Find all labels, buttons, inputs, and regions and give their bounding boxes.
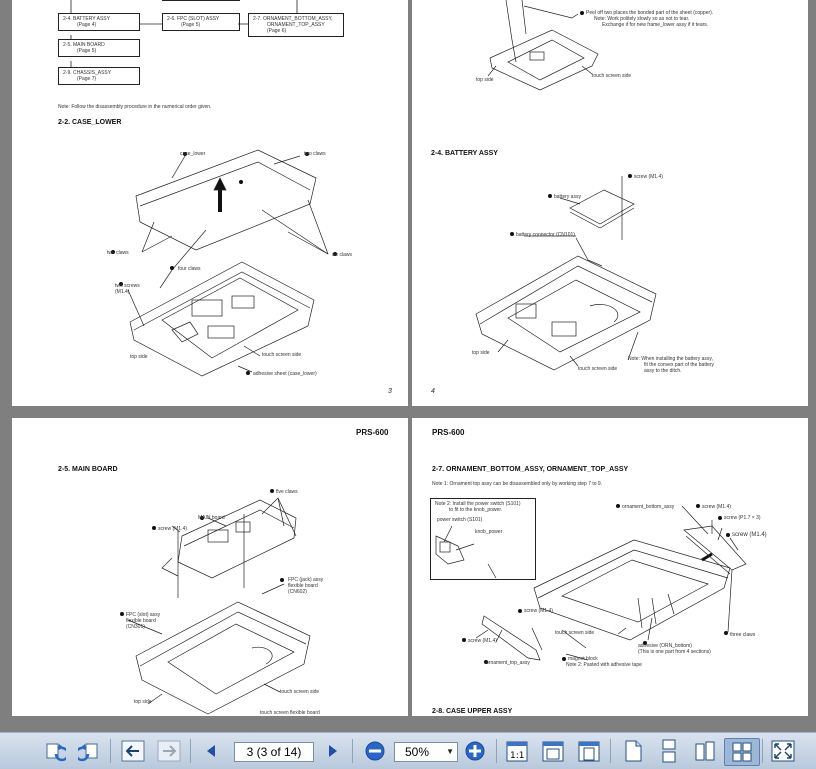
actual-size-button[interactable]	[504, 738, 530, 764]
label-note-2-paste: Note 2: Pasted with adhesive tape	[566, 662, 642, 668]
label-top-side: top side	[130, 354, 148, 360]
flow-box-main-board: 2-5. MAIN BOARD (Page 5)	[58, 39, 140, 57]
toolbar-divider	[610, 739, 611, 763]
document-page-5	[12, 418, 408, 716]
zoom-out-button[interactable]	[362, 738, 388, 764]
facing-icon	[694, 739, 716, 763]
flow-box-ornament: 2-7. ORNAMENT_BOTTOM_ASSY, ORNAMENT_TOP_ASSY (Page 6)	[248, 13, 344, 37]
dropdown-arrow-icon: ▼	[446, 747, 454, 756]
label-adhesive-2: (This is one part from 4 sections)	[638, 649, 711, 655]
continuous-button[interactable]	[656, 738, 682, 764]
label-four-claws: four claws	[178, 266, 201, 272]
page-number: 4	[431, 388, 435, 395]
flow-box-chassis: 2-9. CHASSIS_ASSY (Page 7)	[58, 67, 140, 85]
label-battery-connector: battery connector (CN101)	[516, 232, 575, 238]
label-ornament-top: ornament_top_assy	[486, 660, 530, 666]
peel-note-3: Exchange it for new frame_lower assy if it tears.	[602, 22, 709, 28]
back-arrow-icon	[121, 740, 145, 762]
label-adhesive-sheet: adhesive sheet (case_lower)	[253, 371, 317, 377]
label-fpc-slot-3: (CN301)	[126, 624, 145, 630]
label-fpc-slot: FPC (slot) assy	[126, 612, 161, 618]
label-touch-screen-side-upper: touch screen side	[592, 73, 632, 79]
previous-page-button[interactable]	[202, 738, 220, 764]
document-page-6	[412, 418, 808, 716]
case-lower-drawing	[12, 0, 408, 406]
label-screw-p17: screw (P1.7 × 3)	[724, 515, 761, 521]
label-touch-screen-side: touch screen side	[262, 352, 302, 358]
zoom-in-button[interactable]	[462, 738, 488, 764]
triangle-right-icon	[327, 743, 339, 759]
viewer-toolbar	[0, 732, 816, 769]
toolbar-divider	[496, 739, 497, 763]
rotate-cw-icon	[78, 740, 100, 762]
next-page-button[interactable]	[324, 738, 342, 764]
peel-note-1: Peel off two places the bonded part of the sheet (copper).	[586, 10, 714, 16]
label-two-claws-2: two claws	[107, 250, 129, 256]
label-two-claws-1: two claws	[304, 151, 326, 157]
label-top-side: top side	[134, 699, 152, 705]
label-screw: screw (M1.4)	[158, 526, 187, 532]
label-ornament-bottom: ornament_bottom_assy	[622, 504, 675, 510]
zoom-out-icon	[364, 740, 386, 762]
label-six-claws: six claws	[332, 252, 353, 258]
forward-button[interactable]	[156, 738, 182, 764]
facing-button[interactable]	[692, 738, 718, 764]
label-top-side: top side	[472, 350, 490, 356]
label-screw: screw (M1.4)	[634, 174, 663, 180]
continuous-icon	[658, 739, 680, 763]
label-touch-flex: touch screen flexible board	[260, 710, 320, 716]
label-fpc-jack-3: (CN602)	[288, 589, 307, 595]
svg-text:1:1: 1:1	[510, 751, 525, 761]
label-battery-assy: battery assy	[554, 194, 581, 200]
single-page-button[interactable]	[620, 738, 646, 764]
fit-width-icon	[541, 739, 565, 763]
rotate-ccw-button[interactable]	[42, 738, 68, 764]
label-fpc-jack-2: flexible board	[288, 583, 318, 589]
actual-size-icon	[505, 739, 529, 763]
battery-assy-drawing	[412, 0, 808, 406]
section-heading-2: 2-8. CASE UPPER ASSY	[432, 708, 513, 715]
fit-page-icon	[577, 739, 601, 763]
label-adhesive: adhesive (ORN_bottom)	[638, 643, 692, 649]
section-heading: 2-2. CASE_LOWER	[58, 119, 122, 126]
flow-box-battery: 2-4. BATTERY ASSY (Page 4)	[58, 13, 140, 31]
model-header: PRS-600	[356, 428, 389, 437]
install-note-2: fit the convex part of the battery	[644, 362, 715, 368]
zoom-in-icon	[464, 740, 486, 762]
section-heading: 2-5. MAIN BOARD	[58, 466, 118, 473]
zoom-select[interactable]	[394, 742, 458, 762]
page-number: 3	[388, 388, 392, 395]
label-three-claws: three claws	[730, 632, 756, 638]
back-button[interactable]	[120, 738, 146, 764]
rotate-cw-button[interactable]	[76, 738, 102, 764]
main-board-drawing	[12, 418, 408, 716]
label-screw-4: screw (M1.4)	[468, 638, 497, 644]
page-number-field[interactable]: 3 (3 of 14)	[234, 742, 314, 762]
toolbar-divider	[762, 739, 763, 763]
peel-note-2: Note: Work politely slowly so as not to tear.	[594, 16, 690, 22]
install-note-1: Note: When installing the battery assy,	[628, 356, 713, 362]
fullscreen-button[interactable]	[770, 738, 796, 764]
label-case-lower: case_lower	[180, 151, 206, 157]
section-heading: 2-4. BATTERY ASSY	[431, 150, 498, 157]
label-touch-screen-side: touch screen side	[555, 630, 595, 636]
zoom-value: 50%	[405, 745, 430, 759]
label-touch-screen-side: touch screen side	[578, 366, 618, 372]
model-header: PRS-600	[432, 428, 465, 437]
forward-arrow-icon	[157, 740, 181, 762]
document-page-4	[412, 0, 808, 406]
label-main-board: MAIN board	[198, 515, 225, 521]
label-two-screws: two screws	[115, 283, 140, 289]
fit-page-button[interactable]	[576, 738, 602, 764]
section-heading: 2-7. ORNAMENT_BOTTOM_ASSY, ORNAMENT_TOP_ASSY	[432, 466, 629, 473]
single-page-icon	[622, 739, 644, 763]
toolbar-divider	[352, 739, 353, 763]
install-note-3: assy to the ditch.	[644, 368, 682, 374]
note-1: Note 1: Ornament top assy can be disassembled only by working step 7 to 9.	[432, 481, 603, 487]
grid-pages-icon	[731, 741, 753, 763]
fit-width-button[interactable]	[540, 738, 566, 764]
inset-box: Note 2: Install the power switch (S101) to fit to the knob_power. power switch (S101) knob_power	[430, 498, 536, 580]
label-screw-1: screw (M1.4)	[702, 504, 731, 510]
label-touch-screen-side: touch screen side	[280, 689, 320, 695]
procedure-note: Note: Follow the disassembly procedure in the numerical order given.	[58, 104, 212, 110]
label-top-side-upper: top side	[476, 77, 494, 83]
triangle-left-icon	[205, 743, 217, 759]
toolbar-divider	[190, 739, 191, 763]
flow-box-fpc: 2-6. FPC (SLOT) ASSY (Page 5)	[162, 13, 240, 31]
document-page-3	[12, 0, 408, 406]
label-magnet-block: magnet block	[568, 656, 598, 662]
label-five-claws: five claws	[276, 489, 298, 495]
continuous-facing-button[interactable]	[724, 738, 760, 766]
label-m14: (M1.4)	[115, 289, 130, 295]
label-screw-2: screw (M1.4)	[732, 532, 767, 538]
label-fpc-jack: FPC (jack) assy	[288, 577, 324, 583]
ornament-drawing	[412, 418, 808, 716]
toolbar-divider	[110, 739, 111, 763]
label-screw-3: screw (M1.4)	[524, 608, 553, 614]
fullscreen-icon	[771, 740, 795, 762]
label-fpc-slot-2: flexible board	[126, 618, 156, 624]
rotate-ccw-icon	[44, 740, 66, 762]
